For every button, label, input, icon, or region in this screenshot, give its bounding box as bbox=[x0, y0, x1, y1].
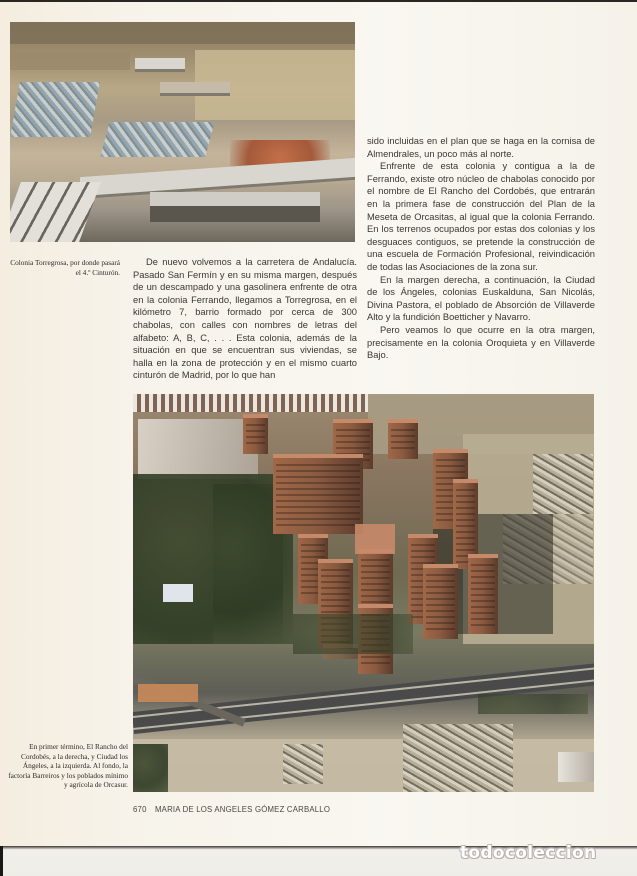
photo-caption-bottom: En primer término, El Rancho del Cordobés, a la derecha, y Ciudad los Ángeles, a la izquierda. Al fondo, la factoría Barreiros y los poblados mínimo y agrícola de Orcasur. bbox=[8, 742, 128, 790]
photo-colonia-torregrosa bbox=[10, 22, 355, 242]
page-footer bbox=[133, 805, 433, 814]
page-number: 670 bbox=[133, 805, 147, 814]
article-paragraph: Pero veamos lo que ocurre en la otra margen, precisamente en la colonia Oroquieta y en Villaverde Bajo. bbox=[367, 324, 595, 361]
running-author: MARIA DE LOS ANGELES GÓMEZ CARBALLO bbox=[154, 805, 331, 814]
watermark-logo: todocoleccion bbox=[460, 843, 597, 863]
magazine-page bbox=[0, 2, 637, 848]
article-paragraph-continuation: sido incluidas en el plan que se haga en la cornisa de Almendrales, un poco más al norte. bbox=[367, 136, 595, 159]
article-paragraph: En la margen derecha, a continuación, la Ciudad de los Ángeles, colonias Euskalduna, San Nicolás, Divina Pastora, el poblado de Absorción de Villaverde Alto y la fundición Boetticher y Navarro. bbox=[367, 274, 595, 323]
photo-ciudad-los-angeles bbox=[133, 394, 594, 792]
photo-caption-top: Colonia Torregrosa, por donde pasará el 4.º Cinturón. bbox=[10, 258, 120, 277]
article-column-left bbox=[133, 256, 357, 382]
article-column-right bbox=[367, 135, 595, 362]
article-paragraph: Enfrente de esta colonia y contigua a la de Ferrando, existe otro núcleo de chabolas conocido por el nombre de El Rancho del Cordobés, que entrarán en la primera fase de construcción del Plan de la Meseta de Orcasitas, al igual que la colonia Ferrando. En los terrenos ocupados por estas dos colonias y los desguaces contiguos, se pretende la construcción de una escuela de Formación Profesional, reivindicación de todas las Asociaciones de la zona sur. bbox=[367, 161, 595, 272]
article-paragraph: De nuevo volvemos a la carretera de Andalucía. Pasado San Fermín y en su misma margen, después de un descampado y una gasolinera enfrente de otra en la colonia Ferrando, llegamos a Torregrosa, en el kilómetro 7, barrio formado por cerca de 300 chabolas, con calles con nombres de letras del alfabeto: A, B, C, . . . Esta colonia, además de la situación en que se encuentran sus viviendas, se halla en la zona de protección y en el mismo cuarto cinturón de Madrid, por lo que han bbox=[133, 257, 357, 381]
